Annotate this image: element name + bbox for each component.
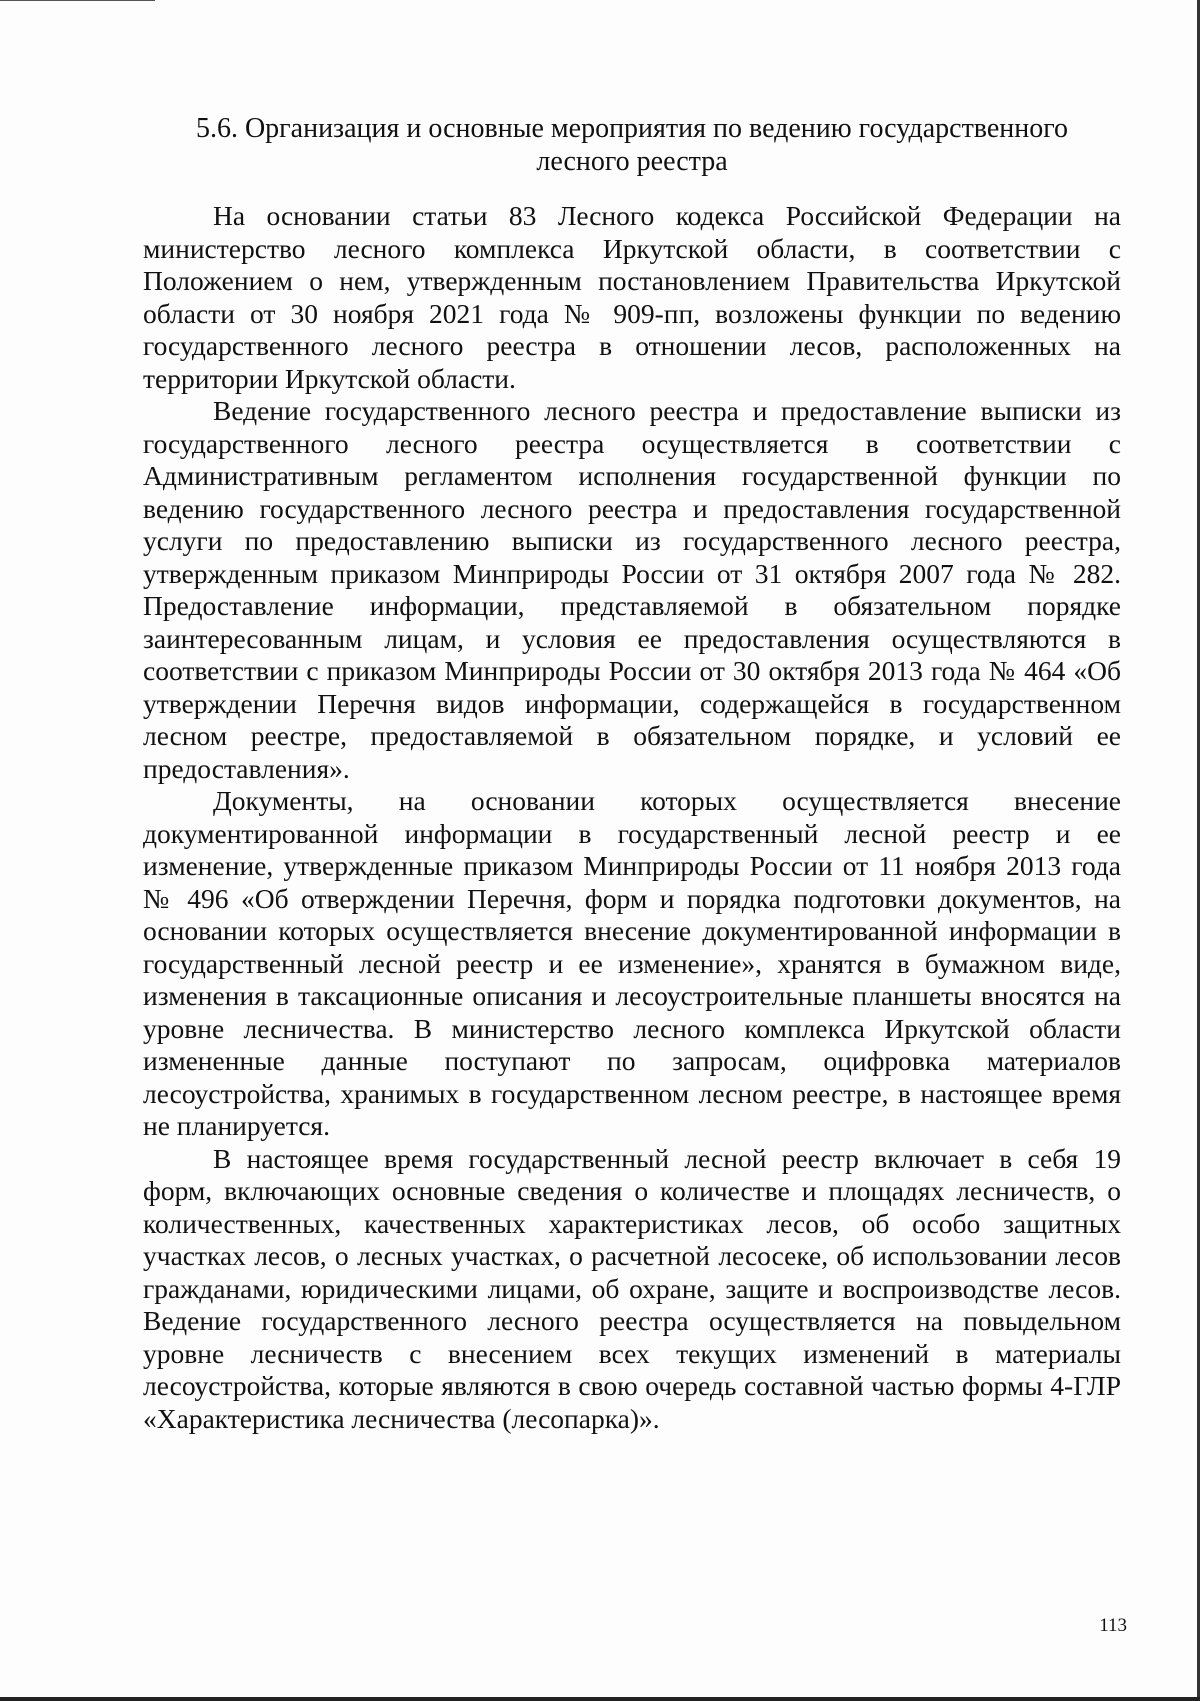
- scan-edge-top: [0, 0, 155, 1]
- document-body: [143, 112, 1121, 1435]
- paragraph-registry-procedure: Ведение государственного лесного реестра и предоставление выписки из государственного лесного реестра осуществляется в соответствии с Административным регламентом исполнения государственной функции по ведению государственного лесного реестра и предоставления государственной услуги по предоставлению выписки из государственного лесного реестра, утвержденным приказом Минприроды России от 31 октября 2007 года № 282. Предоставление информации, представляемой в обязательном порядке заинтересованным лицам, и условия ее предоставления осуществляются в соответствии с приказом Минприроды России от 30 октября 2013 года № 464 «Об утверждении Перечня видов информации, содержащейся в государственном лесном реестре, предоставляемой в обязательном порядке, и условий ее предоставления».: [143, 395, 1121, 784]
- section-title-line-1: 5.6. Организация и основные мероприятия по ведению государственного: [195, 113, 1069, 144]
- section-title-line-2: лесного реестра: [536, 146, 728, 177]
- scan-edge-bottom: [0, 1697, 1200, 1701]
- page-number: 113: [1099, 1615, 1127, 1636]
- section-title: [143, 112, 1121, 178]
- paragraph-registry-forms: В настоящее время государственный лесной реестр включает в себя 19 форм, включающих основные сведения о количестве и площадях лесничеств, о количественных, качественных характеристиках лесов, об особо защитных участках лесов, о лесных участках, о расчетной лесосеке, об использовании лесов гражданами, юридическими лицами, об охране, защите и воспроизводстве лесов. Ведение государственного лесного реестра осуществляется на повыдельном уровне лесничеств с внесением всех текущих изменений в материалы лесоустройства, которые являются в свою очередь составной частью формы 4-ГЛР «Характеристика лесничества (лесопарка)».: [143, 1142, 1121, 1434]
- paragraph-legal-basis: На основании статьи 83 Лесного кодекса Российской Федерации на министерство лесного комплекса Иркутской области, в соответствии с Положением о нем, утвержденным постановлением Правительства Иркутской области от 30 ноября 2021 года № 909-пп, возложены функции по ведению государственного лесного реестра в отношении лесов, расположенных на территории Иркутской области.: [143, 200, 1121, 394]
- paragraph-documents: Документы, на основании которых осуществляется внесение документированной информации в государственный лесной реестр и ее изменение, утвержденные приказом Минприроды России от 11 ноября 2013 года № 496 «Об отверждении Перечня, форм и порядка подготовки документов, на основании которых осуществляется внесение документированной информации в государственный лесной реестр и ее изменение», хранятся в бумажном виде, изменения в таксационные описания и лесоустроительные планшеты вносятся на уровне лесничества. В министерство лесного комплекса Иркутской области измененные данные поступают по запросам, оцифровка материалов лесоустройства, хранимых в государственном лесном реестре, в настоящее время не планируется.: [143, 785, 1121, 1141]
